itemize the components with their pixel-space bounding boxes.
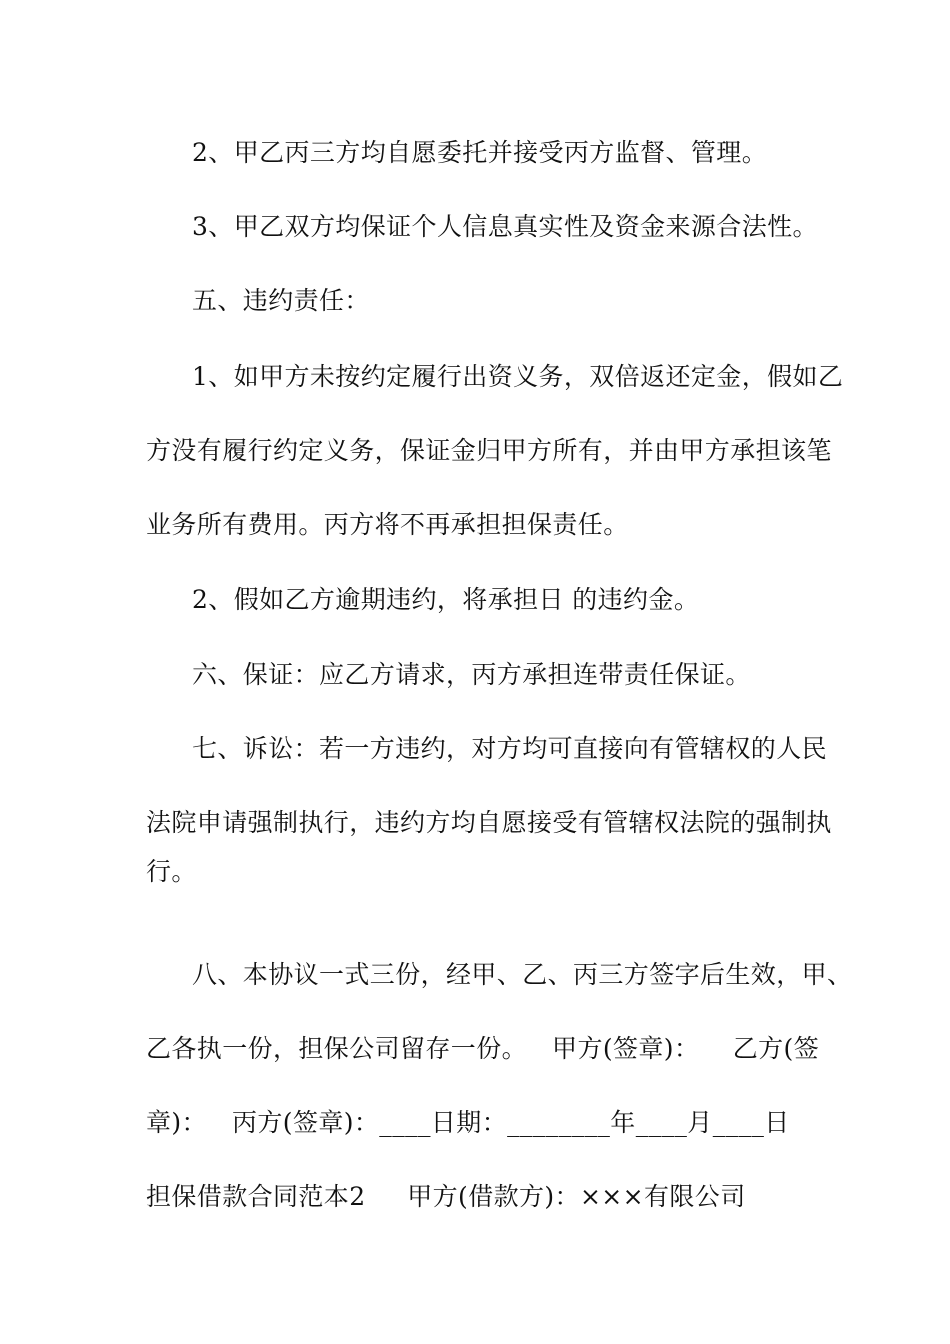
- template-2-heading: 担保借款合同范本2 甲方(借款方)：×××有限公司: [146, 1182, 746, 1211]
- clause-5-item-1-line-3: 业务所有费用。丙方将不再承担担保责任。: [146, 510, 629, 539]
- section-litigation-line-2: 法院申请强制执行，违约方均自愿接受有管辖权法院的强制执: [146, 808, 832, 837]
- clause-4-item-2: 2、甲乙丙三方均自愿委托并接受丙方监督、管理。: [192, 138, 768, 167]
- clause-5-item-2: 2、假如乙方逾期违约，将承担日 的违约金。: [192, 585, 700, 614]
- section-litigation-line-1: 七、诉讼：若一方违约，对方均可直接向有管辖权的人民: [192, 734, 828, 763]
- section-copies-line-2: 乙各执一份，担保公司留存一份。 甲方(签章)： 乙方(签: [146, 1034, 820, 1063]
- clause-4-item-3: 3、甲乙双方均保证个人信息真实性及资金来源合法性。: [192, 212, 818, 241]
- clause-5-item-1-line-2: 方没有履行约定义务，保证金归甲方所有，并由甲方承担该笔: [146, 436, 832, 465]
- section-litigation-line-3: 行。: [146, 857, 197, 886]
- clause-5-item-1-line-1: 1、如甲方未按约定履行出资义务，双倍返还定金，假如乙: [192, 362, 844, 391]
- signature-line: 章)： 丙方(签章)：____日期：________年____月____日: [146, 1108, 790, 1137]
- section-heading-breach-liability: 五、违约责任：: [192, 286, 370, 315]
- section-copies-line-1: 八、本协议一式三份，经甲、乙、丙三方签字后生效，甲、: [192, 960, 853, 989]
- section-guarantee: 六、保证：应乙方请求，丙方承担连带责任保证。: [192, 660, 751, 689]
